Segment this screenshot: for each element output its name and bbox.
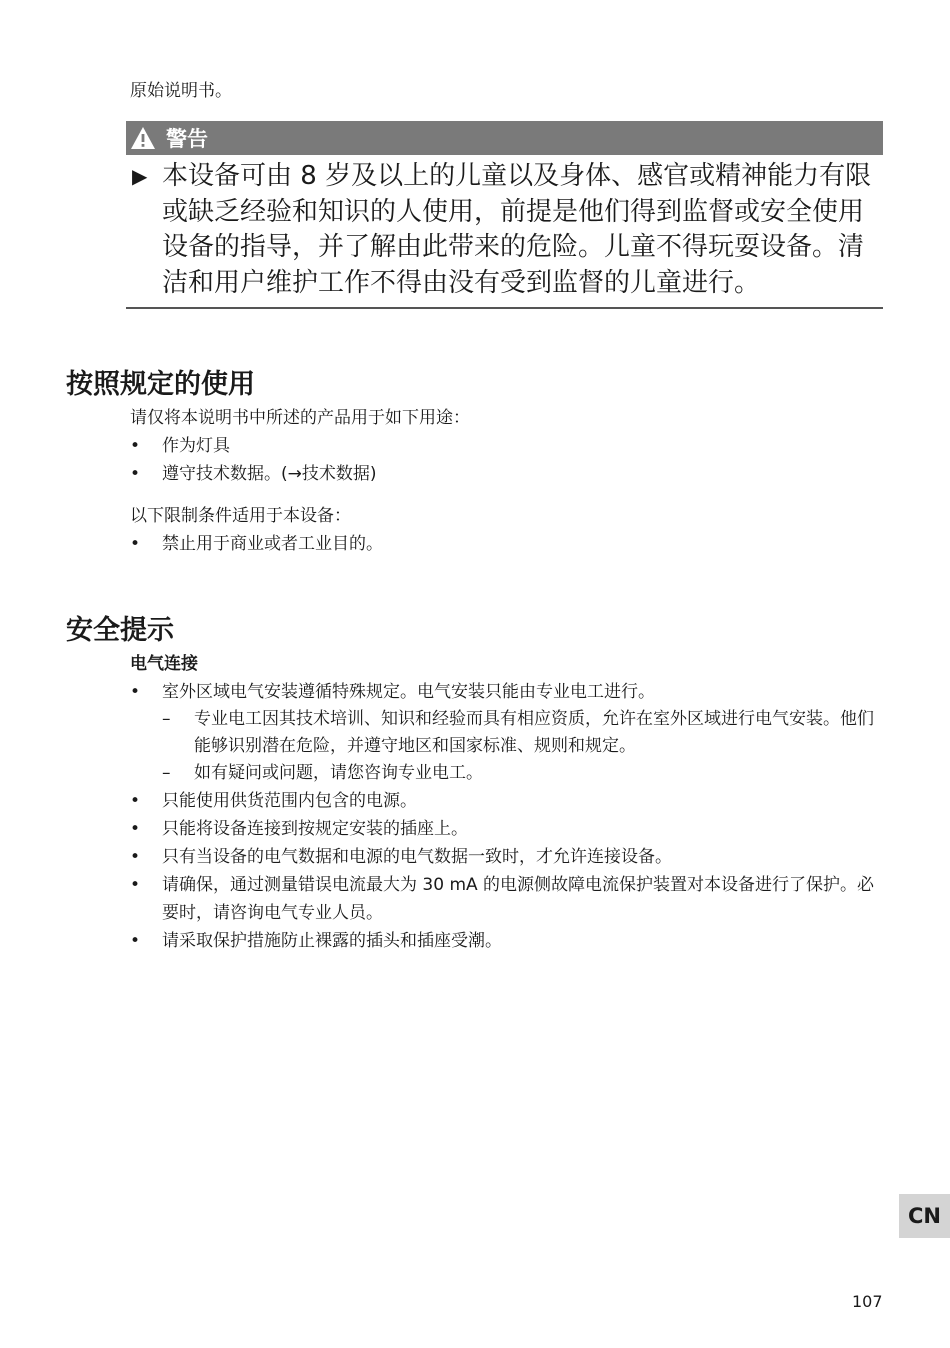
list-item [130,678,890,706]
list-item [130,787,890,815]
page-number: 107 [852,1292,883,1311]
list-item-text: 禁止用于商业或者工业目的。 [162,534,383,554]
list-item-text: 室外区域电气安装遵循特殊规定。电气安装只能由专业电工进行。 [162,682,655,702]
play-arrow-icon: ▶ [132,164,148,188]
warning-box [126,121,883,309]
bullet-icon: • [130,682,141,702]
warning-text: 本设备可由 8 岁及以上的儿童以及身体、感官或精神能力有限或缺乏经验和知识的人使用，前提是他们得到监督或安全使用设备的指导，并了解由此带来的危险。儿童不得玩耍设备。清洁和用户维护工作不得由没有受到监督的儿童进行。 [162,161,872,298]
list-item-text: 只有当设备的电气数据和电源的电气数据一致时，才允许连接设备。 [162,847,672,867]
bullet-icon: • [130,875,141,895]
bullet-icon: • [130,464,141,484]
restrictions-intro: 以下限制条件适用于本设备： [130,506,351,526]
list-item [130,927,890,955]
warning-header [126,121,883,155]
bullet-icon: • [130,534,141,554]
list-item-text: 只能将设备连接到按规定安装的插座上。 [162,819,468,839]
dash-icon: – [162,763,171,783]
list-item-text: 请确保，通过测量错误电流最大为 30 mA 的电源侧故障电流保护装置对本设备进行了保护。必要时，请咨询电气专业人员。 [162,875,875,923]
bullet-icon: • [130,819,141,839]
language-tab: CN [899,1194,950,1238]
list-item-text: 只能使用供货范围内包含的电源。 [162,791,417,811]
bullet-icon: • [130,436,141,456]
list-item [130,871,890,927]
list-item [130,530,890,558]
list-item-text: 请采取保护措施防止裸露的插头和插座受潮。 [162,931,502,951]
sub-list-item-text: 专业电工因其技术培训、知识和经验而具有相应资质，允许在室外区域进行电气安装。他们能够识别潜在危险，并遵守地区和国家标准、规则和规定。 [194,709,874,756]
safety-block [130,650,890,955]
sub-heading-electrical: 电气连接 [130,654,198,674]
list-item-text: 作为灯具 [162,436,230,456]
sub-list-item [130,760,890,787]
warning-title: 警告 [166,127,208,151]
bullet-icon: • [130,931,141,951]
intro-text: 原始说明书。 [130,81,232,101]
intended-use-intro: 请仅将本说明书中所述的产品用于如下用途： [130,408,470,428]
warning-body [126,155,883,309]
list-item-text: 遵守技术数据。(→技术数据) [162,464,377,484]
dash-icon: – [162,709,171,729]
sub-list-item [130,706,890,760]
warning-triangle-icon [130,126,156,150]
sub-list-item-text: 如有疑问或问题，请您咨询专业电工。 [194,763,483,783]
intended-use-block [130,404,890,558]
bullet-icon: • [130,791,141,811]
list-item [130,815,890,843]
section-title-intended-use: 按照规定的使用 [66,369,255,400]
section-title-safety: 安全提示 [66,615,174,646]
list-item [130,460,890,488]
bullet-icon: • [130,847,141,867]
list-item [130,432,890,460]
list-item [130,843,890,871]
